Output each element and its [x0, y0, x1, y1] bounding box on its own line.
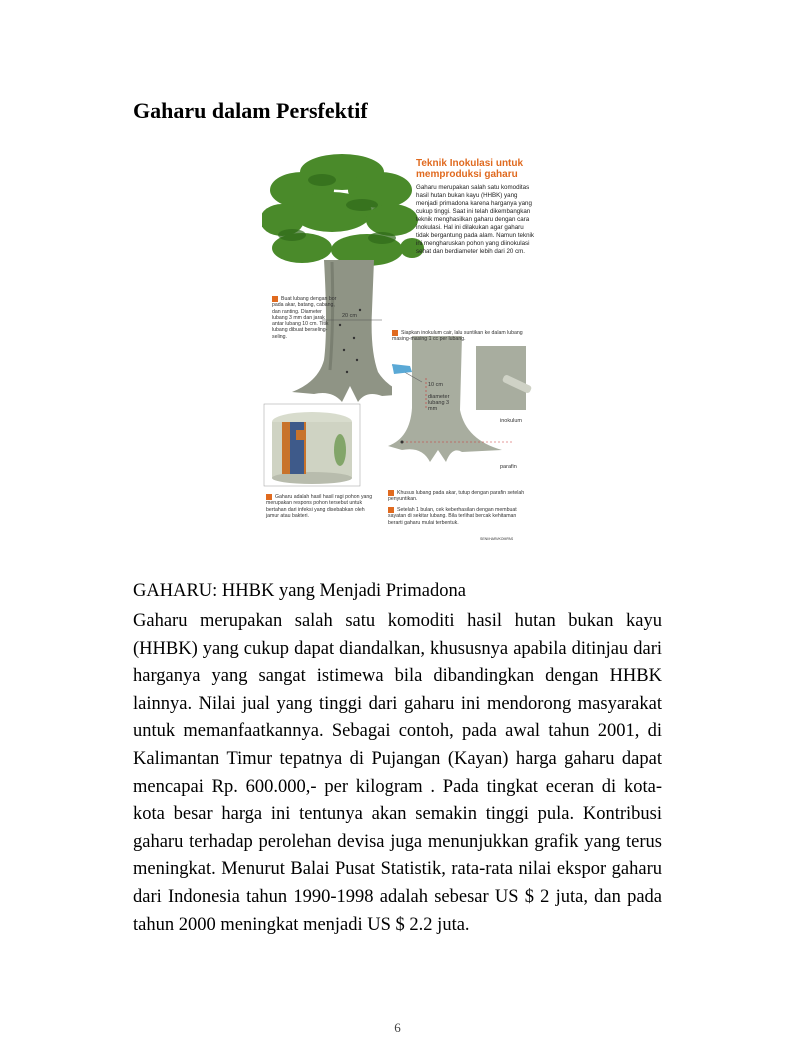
- orange-marker-icon: [388, 507, 394, 513]
- label-diameter: diameter lubang 3 mm: [428, 394, 450, 412]
- note-close-holes-text: Khusus lubang pada akar, tutup dengan parafin setelah penyuntikan.: [388, 490, 525, 503]
- note-one-month-text: Setelah 1 bulan, cek keberhasilan dengan membuat sayatan di sekitar lubang. Bila terlihat bercak kehitaman berarti gaharu mulai terbentuk.: [388, 507, 517, 526]
- note-drill-holes: [272, 296, 338, 340]
- label-parafin: parafin: [500, 464, 517, 470]
- orange-marker-icon: [392, 330, 398, 336]
- note-one-month: [388, 507, 528, 526]
- label-20cm: 20 cm: [342, 313, 357, 319]
- credit-label: SENI/HARI/KOMPAS: [480, 537, 514, 541]
- label-inokulum: inokulum: [500, 418, 523, 424]
- note-cross-section-text: Gaharu adalah hasil hasil ragi pohon yang merupakan respons pohon tersebut untuk bertahan dari infeksi yang disebabkan oleh jamur atau bakteri.: [266, 494, 373, 519]
- tree-foliage: [262, 154, 424, 266]
- article-body: Gaharu merupakan salah satu komoditi hasil hutan bukan kayu (HHBK) yang cukup dapat diandalkan, khususnya apabila ditinjau dari harganya yang sangat istimewa bila dibandingkan dengan HHBK lainnya. Nilai jual yang tinggi dari gaharu ini mendorong masyarakat untuk memanfaatkannya. Sebagai contoh, pada awal tahun 2001, di Kalimantan Timur tepatnya di Pujangan (Kayan) harga gaharu dapat mencapai Rp. 600.000,- per kilogram . Pada tingkat eceran di kota-kota besar harga ini tentunya akan semakin tinggi pula. Kontribusi gaharu terhadap perolehan devisa juga menunjukkan grafik yang terus meningkat. Menurut Balai Pusat Statistik, rata-rata nilai ekspor gaharu dari Indonesia tahun 1990-1998 adalah sebesar US $ 2 juta, dan pada tahun 2000 meningkat menjadi US $ 2.2 juta.: [133, 611, 662, 935]
- note-drill-holes-text: Buat lubang dengan bor pada akar, batang, cabang, dan ranting. Diameter lubang 3 mm dan jarak antar lubang 10 cm. Titik lubang dibuat berseling-seling.: [272, 296, 337, 340]
- page-number: 6: [394, 1020, 401, 1035]
- infographic-title: Teknik Inokulasi untuk memproduksi gaharu: [416, 158, 524, 180]
- page-title: Gaharu dalam Persfektif: [133, 98, 368, 123]
- label-10cm: 10 cm: [428, 382, 443, 388]
- note-cross-section: [266, 494, 378, 519]
- orange-marker-icon: [266, 494, 272, 500]
- note-inject: [392, 330, 532, 343]
- infographic-intro: Gaharu merupakan salah satu komoditas hasil hutan bukan kayu (HHBK) yang menjadi primadona karena harganya yang cukup tinggi. Saat ini telah dikembangkan teknik menghasilkan gaharu dengan cara inokulasi. Hal ini dilakukan agar gaharu tidak bergantung pada alam. Namun teknik ini mengharuskan pohon yang diinokulasi sehat dan berdiameter lebih dari 20 cm.: [416, 184, 534, 255]
- orange-marker-icon: [272, 296, 278, 302]
- article-subtitle: GAHARU: HHBK yang Menjadi Primadona: [133, 581, 466, 601]
- note-close-holes: [388, 490, 528, 503]
- orange-marker-icon: [388, 490, 394, 496]
- note-inject-text: Siapkan inokulum cair, lalu suntikan ke dalam lubang masing-masing 1 cc per lubang.: [392, 330, 523, 343]
